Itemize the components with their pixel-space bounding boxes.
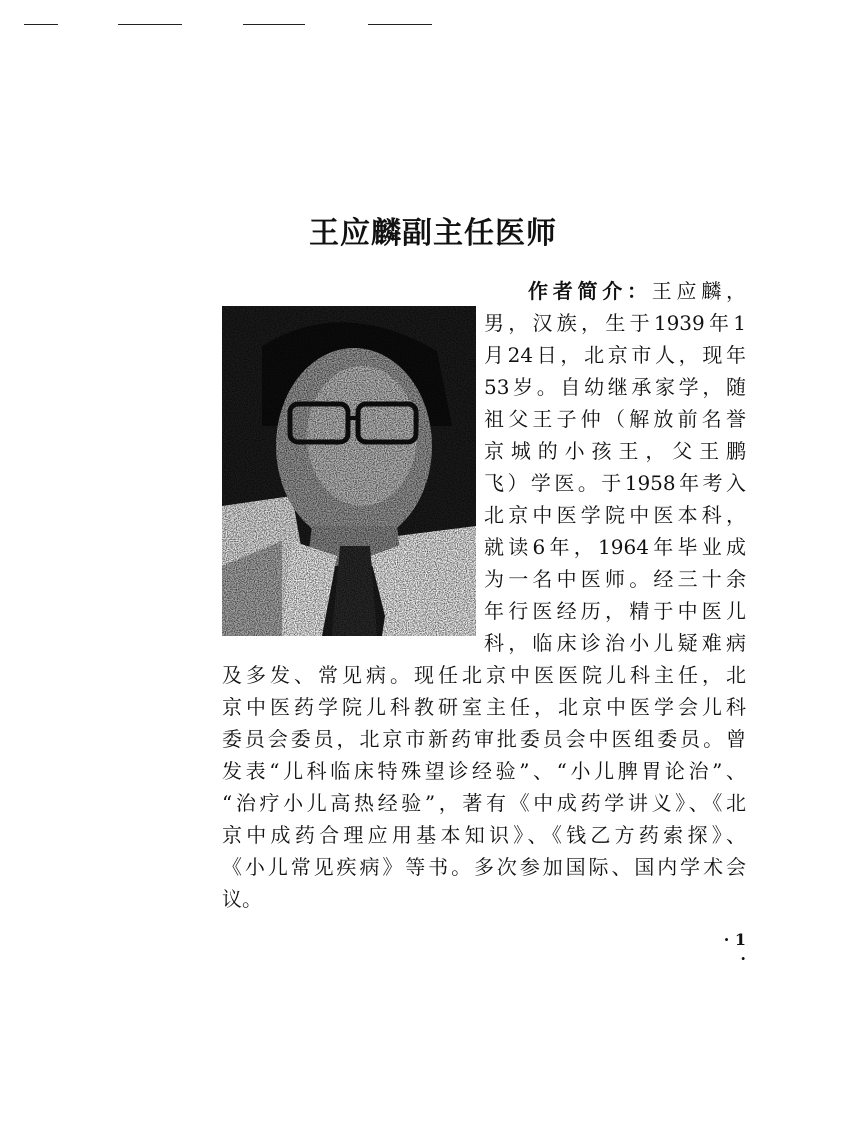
bio-line-full: 发表“儿科临床特殊望诊经验”、“小儿脾胃论治”、 [222, 759, 746, 783]
intro-label: 作者简介： [528, 279, 652, 303]
bio-line-side: 北京中医学院中医本科， [484, 503, 746, 527]
author-portrait [222, 306, 476, 636]
bio-line-full: 委员会委员，北京市新药审批委员会中医组委员。曾 [222, 727, 746, 751]
header-rule-1 [24, 24, 58, 25]
bio-line-full: 京中成药合理应用基本知识》、《钱乙方药索探》、 [222, 823, 746, 847]
bio-line-full: “治疗小儿高热经验”，著有《中成药学讲义》、《北 [222, 791, 746, 815]
bio-line-full: 及多发、常见病。现任北京中医医院儿科主任，北 [222, 663, 746, 687]
bio-line-side: 年行医经历，精于中医儿 [484, 599, 746, 623]
bio-line-side: 男，汉族，生于1939年1 [484, 311, 746, 335]
bio-line-side: 飞）学医。于1958年考入 [484, 471, 746, 495]
page-title: 王应麟副主任医师 [309, 216, 557, 251]
header-rule-4 [368, 24, 432, 25]
intro-first-text: 王应麟， [651, 279, 746, 303]
header-rule-2 [118, 24, 182, 25]
bio-last-line: 议。 [222, 887, 262, 911]
intro-first-line [528, 278, 746, 304]
bio-line-side: 科，临床诊治小儿疑难病 [484, 631, 746, 655]
bio-line-side: 月24日，北京市人，现年 [484, 343, 746, 367]
bio-line-side: 祖父王子仲（解放前名誉 [484, 407, 746, 431]
page-number: · 1 · [723, 930, 746, 968]
header-rule-3 [243, 24, 305, 25]
bio-line-side: 为一名中医师。经三十余 [484, 567, 746, 591]
bio-line-side: 53岁。自幼继承家学，随 [484, 375, 746, 399]
bio-line-full: 《小儿常见疾病》等书。多次参加国际、国内学术会 [222, 855, 746, 879]
bio-line-full: 京中医药学院儿科教研室主任，北京中医学会儿科 [222, 695, 746, 719]
bio-line-side: 京城的小孩王，父王鹏 [484, 439, 746, 463]
bio-line-side: 就读6年，1964年毕业成 [484, 535, 746, 559]
